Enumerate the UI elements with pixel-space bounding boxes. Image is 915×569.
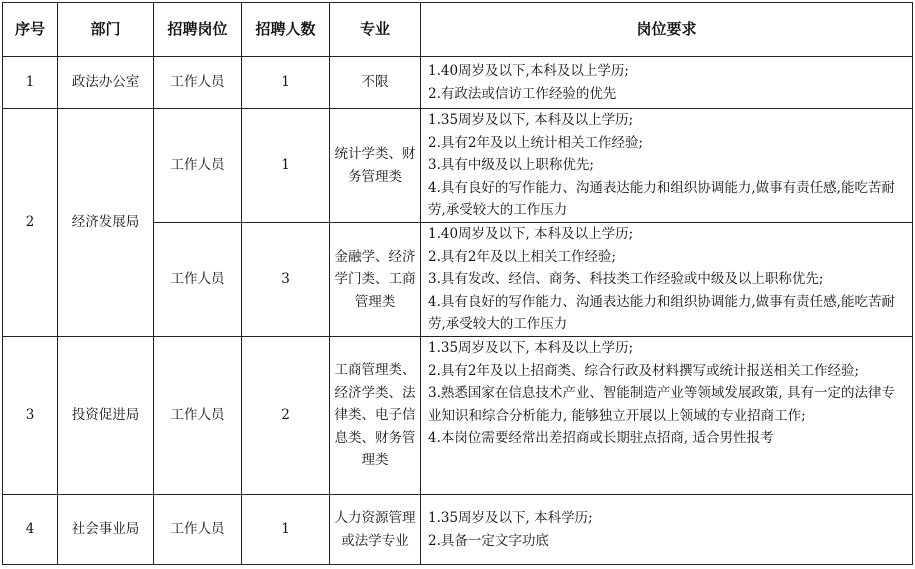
requirement-line: 4.具有良好的写作能力、沟通表达能力和组织协调能力,做事有责任感,能吃苦耐劳,承受较大的工作压力 xyxy=(428,293,895,333)
cell-position: 工作人员 xyxy=(154,223,242,337)
requirement-line: 4.本岗位需要经常出差招商或长期驻点招商, 适合男性报考 xyxy=(428,430,774,447)
header-major: 专业 xyxy=(330,3,421,57)
cell-position: 工作人员 xyxy=(154,57,242,109)
cell-major: 人力资源管理或法学专业 xyxy=(330,495,421,565)
header-dept: 部门 xyxy=(58,3,154,57)
requirement-line: 3.具有中级及以上职称优先; xyxy=(428,157,594,174)
cell-major: 金融学、经济学门类、工商管理类 xyxy=(330,223,421,337)
requirement-line: 2.具有2年及以上招商类、综合行政及材料撰写或统计报送相关工作经验; xyxy=(428,362,860,379)
requirement-line: 2.具有2年及以上相关工作经验; xyxy=(428,248,617,265)
header-position: 招聘岗位 xyxy=(154,3,242,57)
cell-requirements xyxy=(421,57,913,109)
cell-major: 统计学类、财务管理类 xyxy=(330,109,421,223)
cell-no: 1 xyxy=(3,57,58,109)
header-row xyxy=(3,3,913,57)
cell-requirements xyxy=(421,223,913,337)
cell-count: 1 xyxy=(242,57,330,109)
cell-count: 2 xyxy=(242,337,330,495)
cell-no: 4 xyxy=(3,495,58,565)
requirement-line: 2.具有2年及以上统计相关工作经验; xyxy=(428,134,644,151)
requirement-line: 1.35周岁及以下, 本科及以上学历; xyxy=(428,340,634,356)
cell-no: 2 xyxy=(3,109,58,337)
header-no: 序号 xyxy=(3,3,58,57)
requirement-line: 1.35周岁及以下, 本科学历; xyxy=(428,509,593,526)
requirement-line: 1.40周岁及以下,本科及以上学历; xyxy=(428,63,629,79)
cell-requirements xyxy=(421,109,913,223)
cell-major: 工商管理类、经济学类、法律类、电子信息类、财务管理类 xyxy=(330,337,421,495)
cell-requirements xyxy=(421,495,913,565)
requirement-line: 2.具备一定文字功底 xyxy=(428,532,549,549)
cell-dept: 经济发展局 xyxy=(58,109,154,337)
table-row xyxy=(3,337,913,495)
requirement-line: 3.具有发改、经信、商务、科技类工作经验或中级及以上职称优先; xyxy=(428,271,824,288)
table-row xyxy=(3,109,913,223)
table-row xyxy=(3,495,913,565)
cell-position: 工作人员 xyxy=(154,337,242,495)
cell-count: 1 xyxy=(242,495,330,565)
table-row xyxy=(3,57,913,109)
cell-requirements xyxy=(421,337,913,495)
cell-position: 工作人员 xyxy=(154,109,242,223)
requirement-line: 3.熟悉国家在信息技术产业、智能制造产业等领域发展政策, 具有一定的法律专业知识和综合分析能力, 能够独立开展以上领域的专业招商工作; xyxy=(428,385,895,424)
cell-count: 3 xyxy=(242,223,330,337)
cell-count: 1 xyxy=(242,109,330,223)
requirement-line: 1.35周岁及以下, 本科及以上学历; xyxy=(428,112,634,128)
cell-dept: 社会事业局 xyxy=(58,495,154,565)
cell-dept: 投资促进局 xyxy=(58,337,154,495)
header-count: 招聘人数 xyxy=(242,3,330,57)
cell-dept: 政法办公室 xyxy=(58,57,154,109)
header-requirements: 岗位要求 xyxy=(421,3,913,57)
cell-major: 不限 xyxy=(330,57,421,109)
requirement-line: 4.具有良好的写作能力、沟通表达能力和组织协调能力,做事有责任感,能吃苦耐劳,承受较大的工作压力 xyxy=(428,179,895,219)
requirement-line: 2.有政法或信访工作经验的优先 xyxy=(428,85,617,102)
recruitment-table xyxy=(2,2,913,565)
cell-no: 3 xyxy=(3,337,58,495)
requirement-line: 1.40周岁及以下, 本科及以上学历; xyxy=(428,226,634,242)
cell-position: 工作人员 xyxy=(154,495,242,565)
